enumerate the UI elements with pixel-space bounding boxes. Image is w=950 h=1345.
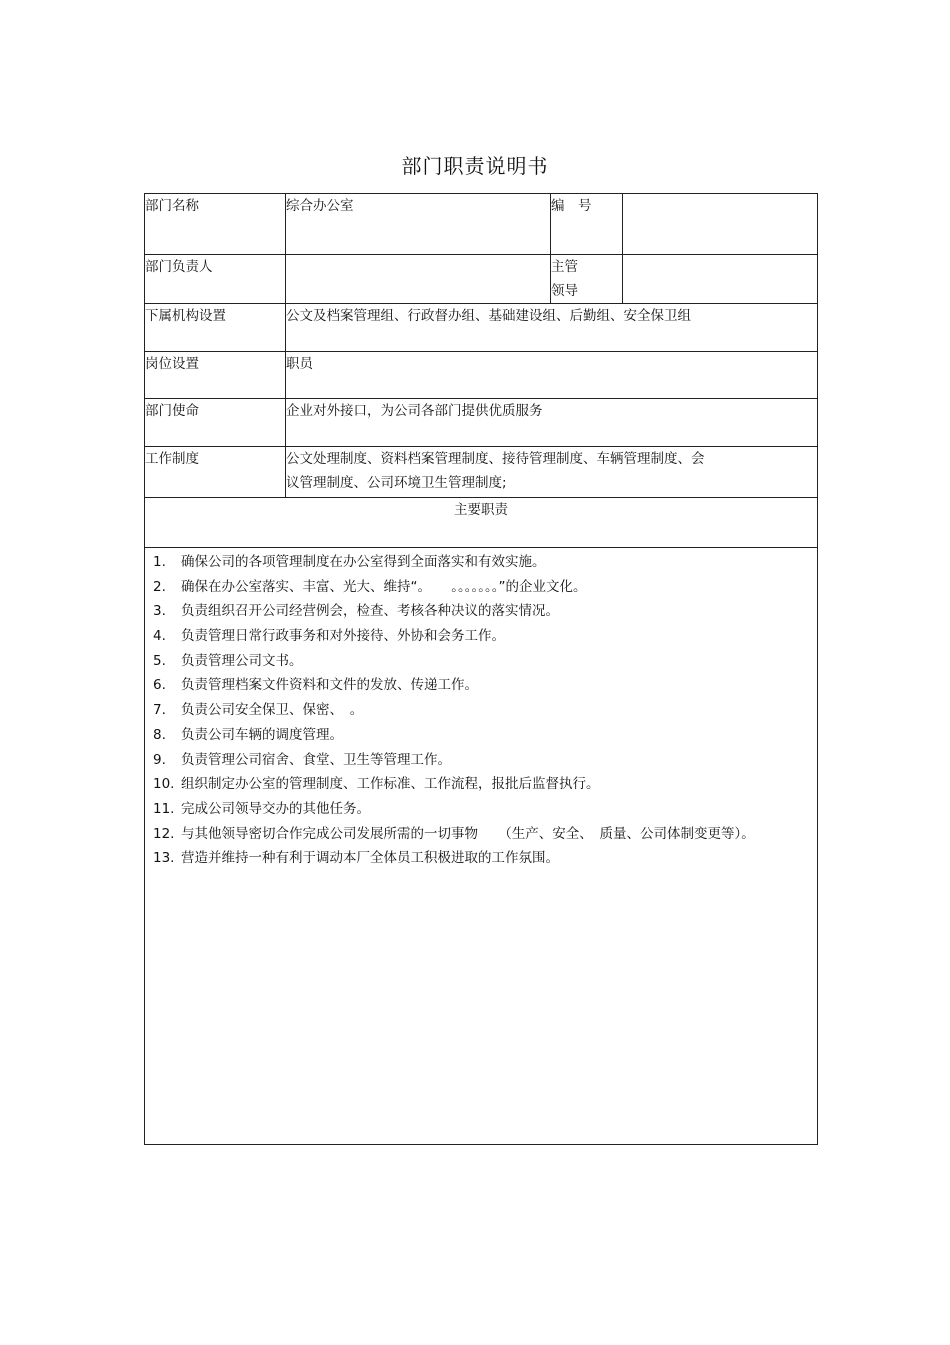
duty-number: 3. <box>153 603 166 620</box>
subunits-value: 公文及档案管理组、行政督办组、基础建设组、后勤组、安全保卫组 <box>286 304 818 352</box>
code-label: 编 号 <box>551 194 623 255</box>
positions-label: 岗位设置 <box>145 352 286 399</box>
systems-value-line-1: 公文处理制度、资料档案管理制度、接待管理制度、车辆管理制度、会 <box>286 451 705 467</box>
duty-text: 负责管理档案文件资料和文件的发放、传递工作。 <box>181 677 478 694</box>
duty-text: 负责公司车辆的调度管理。 <box>181 726 343 743</box>
duty-item <box>153 626 807 647</box>
duty-number: 8. <box>153 726 166 743</box>
systems-value <box>286 447 818 498</box>
dept-head-label: 部门负责人 <box>145 255 286 304</box>
duty-text: 负责管理公司宿舍、食堂、卫生等管理工作。 <box>181 751 451 768</box>
duty-number: 1. <box>153 554 166 570</box>
duty-item <box>153 675 807 696</box>
duty-item <box>153 725 807 746</box>
mission-value: 企业对外接口，为公司各部门提供优质服务 <box>286 399 818 447</box>
dept-head-value <box>286 255 551 304</box>
supervisor-label-line-1: 主管 <box>551 259 578 275</box>
dept-name-value: 综合办公室 <box>286 194 551 255</box>
duty-item <box>153 651 807 672</box>
duty-item <box>153 577 807 598</box>
subunits-label: 下属机构设置 <box>145 304 286 352</box>
supervisor-label <box>551 255 623 304</box>
duty-text: 确保公司的各项管理制度在办公室得到全面落实和有效实施。 <box>181 554 546 570</box>
duty-number: 4. <box>153 628 166 645</box>
duty-item <box>153 552 807 573</box>
duty-item <box>153 824 807 845</box>
duty-number: 2. <box>153 578 166 595</box>
duty-item <box>153 848 807 869</box>
duty-text: 营造并维持一种有利于调动本厂全体员工积极进取的工作氛围。 <box>181 850 559 867</box>
duty-text: 负责管理日常行政事务和对外接待、外协和会务工作。 <box>181 628 505 645</box>
duty-number: 10. <box>153 776 175 793</box>
duties-list <box>145 548 817 869</box>
duty-text: 组织制定办公室的管理制度、工作标准、工作流程，报批后监督执行。 <box>181 776 600 793</box>
duty-number: 11. <box>153 800 175 817</box>
duty-text: 确保在办公室落实、丰富、光大、维持“。 。。。。。。。”的企业文化。 <box>181 578 587 595</box>
duty-item <box>153 700 807 721</box>
duties-header: 主要职责 <box>145 498 818 548</box>
systems-label: 工作制度 <box>145 447 286 498</box>
duty-item <box>153 601 807 622</box>
duty-number: 5. <box>153 652 166 669</box>
duty-item <box>153 799 807 820</box>
duty-item <box>153 774 807 795</box>
positions-value: 职员 <box>286 352 818 399</box>
duty-number: 7. <box>153 702 166 719</box>
supervisor-label-line-2: 领导 <box>551 283 578 299</box>
duty-number: 9. <box>153 751 166 768</box>
duty-number: 12. <box>153 825 175 842</box>
duty-number: 13. <box>153 850 175 867</box>
responsibility-form <box>144 193 818 1145</box>
dept-name-label: 部门名称 <box>145 194 286 255</box>
duty-number: 6. <box>153 677 166 694</box>
duty-text: 负责组织召开公司经营例会，检查、考核各种决议的落实情况。 <box>181 603 559 620</box>
duties-cell <box>145 548 818 1145</box>
duty-text: 完成公司领导交办的其他任务。 <box>181 800 370 817</box>
page-title: 部门职责说明书 <box>401 154 549 178</box>
supervisor-value <box>623 255 818 304</box>
systems-value-line-2: 议管理制度、公司环境卫生管理制度; <box>286 475 507 491</box>
duty-text: 与其他领导密切合作完成公司发展所需的一切事物 （生产、安全、 质量、公司体制变更等）。 <box>181 825 755 842</box>
duty-text: 负责管理公司文书。 <box>181 652 303 669</box>
code-value <box>623 194 818 255</box>
duty-text: 负责公司安全保卫、保密、 。 <box>181 702 364 719</box>
duty-item <box>153 750 807 771</box>
mission-label: 部门使命 <box>145 399 286 447</box>
